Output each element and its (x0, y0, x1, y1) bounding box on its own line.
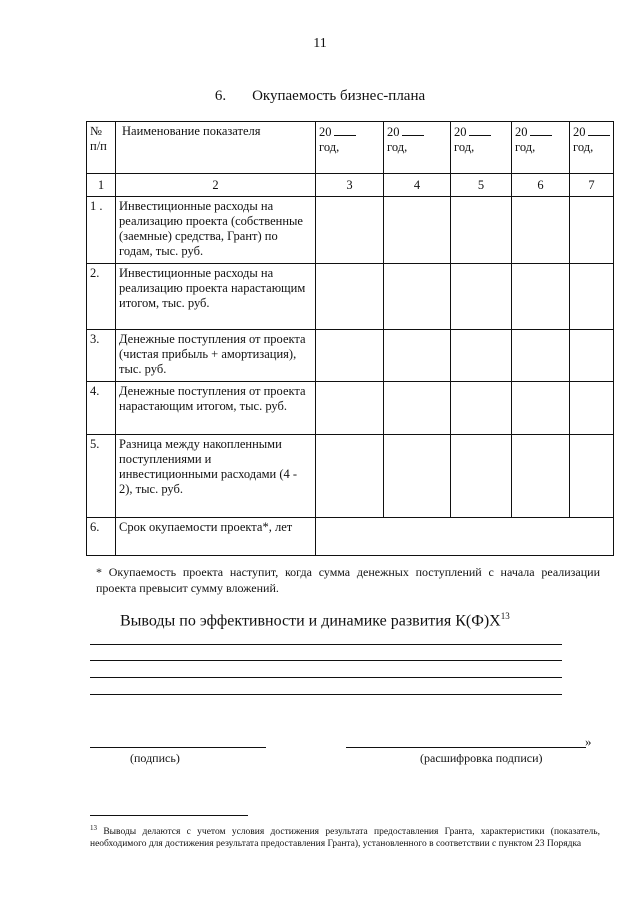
row-number: 6. (87, 518, 116, 556)
value-cell[interactable] (384, 382, 451, 435)
row-indicator-name: Инвестиционные расходы на реализацию проекта (собственные (заемные) средства, Грант) по годам, тыс. руб. (116, 197, 316, 264)
conclusions-line-2[interactable] (90, 660, 562, 661)
table-header-row (87, 122, 614, 174)
header-year: 20 год, (512, 122, 570, 174)
value-cell[interactable] (316, 435, 384, 518)
signature-decoding-line[interactable] (346, 747, 586, 748)
row-indicator-name: Срок окупаемости проекта*, лет (116, 518, 316, 556)
table-row (87, 382, 614, 435)
value-cell[interactable] (512, 382, 570, 435)
row-number: 2. (87, 264, 116, 330)
value-cell[interactable] (384, 435, 451, 518)
page-number: 11 (313, 36, 327, 51)
header-year: 20 год, (316, 122, 384, 174)
closing-quote: » (585, 734, 592, 749)
header-year: 20 год, (384, 122, 451, 174)
row-indicator-name: Денежные поступления от проекта нарастающим итогом, тыс. руб. (116, 382, 316, 435)
header-indicator-name: Наименование показателя (116, 122, 316, 174)
value-cell[interactable] (316, 330, 384, 382)
value-cell[interactable] (570, 435, 614, 518)
table-row (87, 197, 614, 264)
table-row (87, 435, 614, 518)
table-row (87, 264, 614, 330)
row-number: 1 . (87, 197, 116, 264)
payback-table (86, 121, 614, 556)
payback-period-value-cell[interactable] (316, 518, 614, 556)
value-cell[interactable] (384, 264, 451, 330)
value-cell[interactable] (316, 382, 384, 435)
row-indicator-name: Инвестиционные расходы на реализацию проекта нарастающим итогом, тыс. руб. (116, 264, 316, 330)
column-index: 7 (570, 174, 614, 197)
signature-decoding-label: (расшифровка подписи) (420, 751, 543, 765)
column-index: 4 (384, 174, 451, 197)
footnote-divider (90, 815, 248, 816)
value-cell[interactable] (570, 264, 614, 330)
value-cell[interactable] (570, 382, 614, 435)
value-cell[interactable] (384, 197, 451, 264)
value-cell[interactable] (570, 197, 614, 264)
table-row (87, 330, 614, 382)
header-year: 20 год, (451, 122, 512, 174)
payback-note: * Окупаемость проекта наступит, когда сумма денежных поступлений с начала реализации проекта превысит сумму вложений. (96, 565, 600, 595)
conclusions-line-3[interactable] (90, 677, 562, 678)
footnote-number: 13 (90, 824, 97, 832)
header-year: 20 год, (570, 122, 614, 174)
footnote-reference: 13 (500, 611, 510, 621)
column-index: 1 (87, 174, 116, 197)
value-cell[interactable] (570, 330, 614, 382)
column-index: 2 (116, 174, 316, 197)
value-cell[interactable] (451, 435, 512, 518)
row-number: 5. (87, 435, 116, 518)
value-cell[interactable] (512, 264, 570, 330)
row-number: 4. (87, 382, 116, 435)
column-index: 3 (316, 174, 384, 197)
value-cell[interactable] (451, 330, 512, 382)
row-indicator-name: Денежные поступления от проекта (чистая прибыль + амортизация), тыс. руб. (116, 330, 316, 382)
value-cell[interactable] (316, 264, 384, 330)
value-cell[interactable] (384, 330, 451, 382)
row-indicator-name: Разница между накопленными поступлениями и инвестиционными расходами (4 - 2), тыс. руб. (116, 435, 316, 518)
row-number: 3. (87, 330, 116, 382)
section-number: 6. (214, 88, 227, 104)
value-cell[interactable] (512, 330, 570, 382)
column-index: 5 (451, 174, 512, 197)
conclusions-line-1[interactable] (90, 644, 562, 645)
value-cell[interactable] (512, 435, 570, 518)
value-cell[interactable] (316, 197, 384, 264)
table-row (87, 518, 614, 556)
value-cell[interactable] (451, 197, 512, 264)
conclusions-title: Выводы по эффективности и динамике развития $К(Ф)Х^{13}$ (120, 611, 510, 630)
header-no: № п/п (87, 122, 116, 174)
signature-label: (подпись) (130, 751, 180, 765)
value-cell[interactable] (451, 382, 512, 435)
value-cell[interactable] (512, 197, 570, 264)
value-cell[interactable] (451, 264, 512, 330)
column-index: 6 (512, 174, 570, 197)
signature-line[interactable] (90, 747, 266, 748)
section-title-text: Окупаемость бизнес-плана (252, 88, 426, 104)
conclusions-line-4[interactable] (90, 694, 562, 695)
footnote-text: $^{13}$ Выводы делаются с учетом условия достижения результата предоставления Гранта, характеристики (показатель, необходимого для достижения результата предоставления Гранта), установленного в соответствии с пунктом 23 Порядка (90, 824, 601, 850)
table-index-row (87, 174, 614, 197)
section-title (0, 88, 640, 105)
